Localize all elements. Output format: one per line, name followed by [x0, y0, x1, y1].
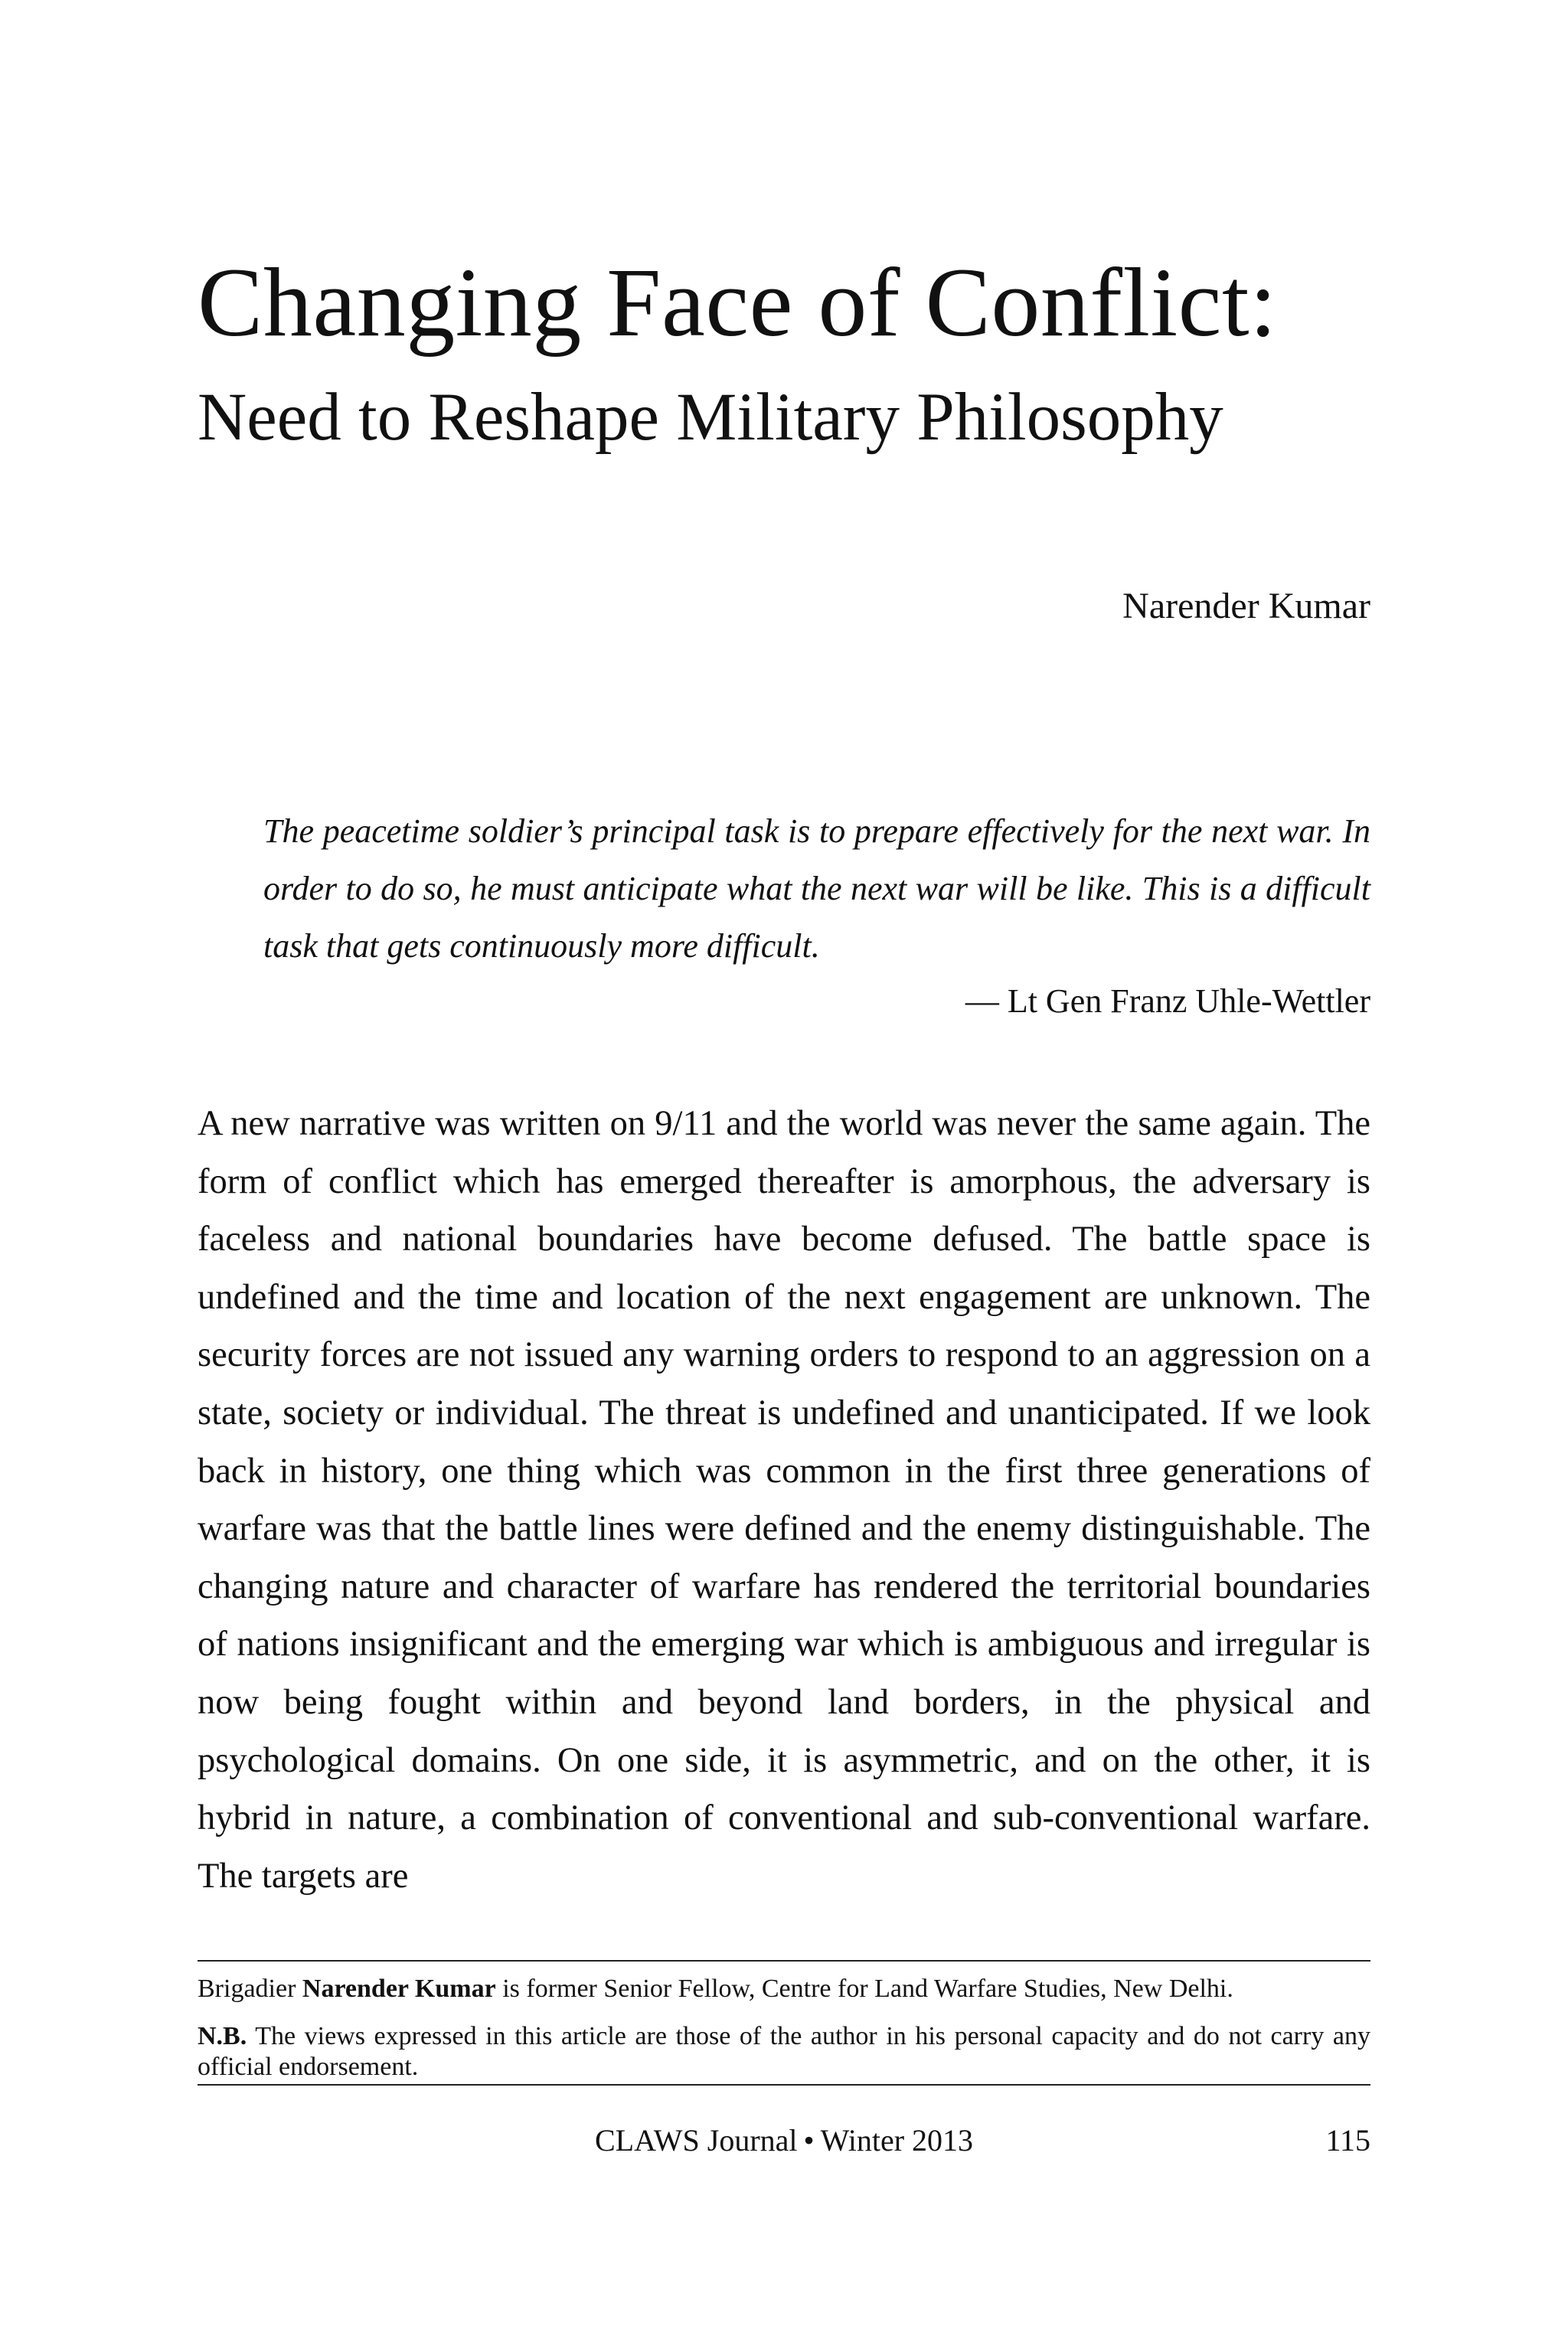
page-footer	[198, 2118, 1370, 2164]
journal-name: CLAWS Journal	[594, 2123, 798, 2158]
bullet-separator: •	[803, 2123, 815, 2158]
author-footnote-prefix: Brigadier	[198, 1975, 296, 2003]
author-footnote-name: Narender Kumar	[302, 1975, 496, 2003]
article-subtitle: Need to Reshape Military Philosophy	[198, 380, 1223, 455]
page-number: 115	[1325, 2123, 1370, 2158]
disclaimer-label: N.B.	[198, 2022, 247, 2050]
author-footnote	[198, 1974, 1370, 2004]
epigraph-quote: The peacetime soldier’s principal task is to prepare effectively for the next war. In order to do so, he must anticipate what the next war will be like. This is a difficult task that gets continuously more difficult.	[263, 812, 1370, 965]
journal-issue: Winter 2013	[820, 2123, 974, 2158]
epigraph-attribution: — Lt Gen Franz Uhle-Wettler	[965, 982, 1370, 1020]
article-author: Narender Kumar	[1122, 586, 1370, 626]
article-title: Changing Face of Conflict:	[198, 248, 1278, 357]
journal-citation	[198, 2118, 1370, 2164]
body-paragraph: A new narrative was written on 9/11 and the world was never the same again. The form of conflict which has emerged thereafter is amorphous, the adversary is faceless and national boundaries have become defused. The battle space is undefined and the time and location of the next engagement are unknown. The security forces are not issued any warning orders to respond to an aggression on a state, society or individual. The threat is undefined and unanticipated. If we look back in history, one thing which was common in the first three generations of warfare was that the battle lines were defined and the enemy distinguishable. The changing nature and character of warfare has rendered the territorial boundaries of nations insignificant and the emerging war which is ambiguous and irregular is now being fought within and beyond land borders, in the physical and psychological domains. On one side, it is asymmetric, and on the other, it is hybrid in nature, a combination of conventional and sub-conventional warfare. The targets are	[198, 1104, 1370, 1896]
disclaimer-text: The views expressed in this article are those of the author in his personal capacity and do not carry any official endorsement.	[198, 2022, 1370, 2081]
author-footnote-suffix: is former Senior Fellow, Centre for Land Warfare Studies, New Delhi.	[502, 1975, 1233, 2003]
footnote-divider	[198, 1960, 1370, 1962]
disclaimer-footnote	[198, 2021, 1370, 2082]
footer-divider	[198, 2084, 1370, 2086]
